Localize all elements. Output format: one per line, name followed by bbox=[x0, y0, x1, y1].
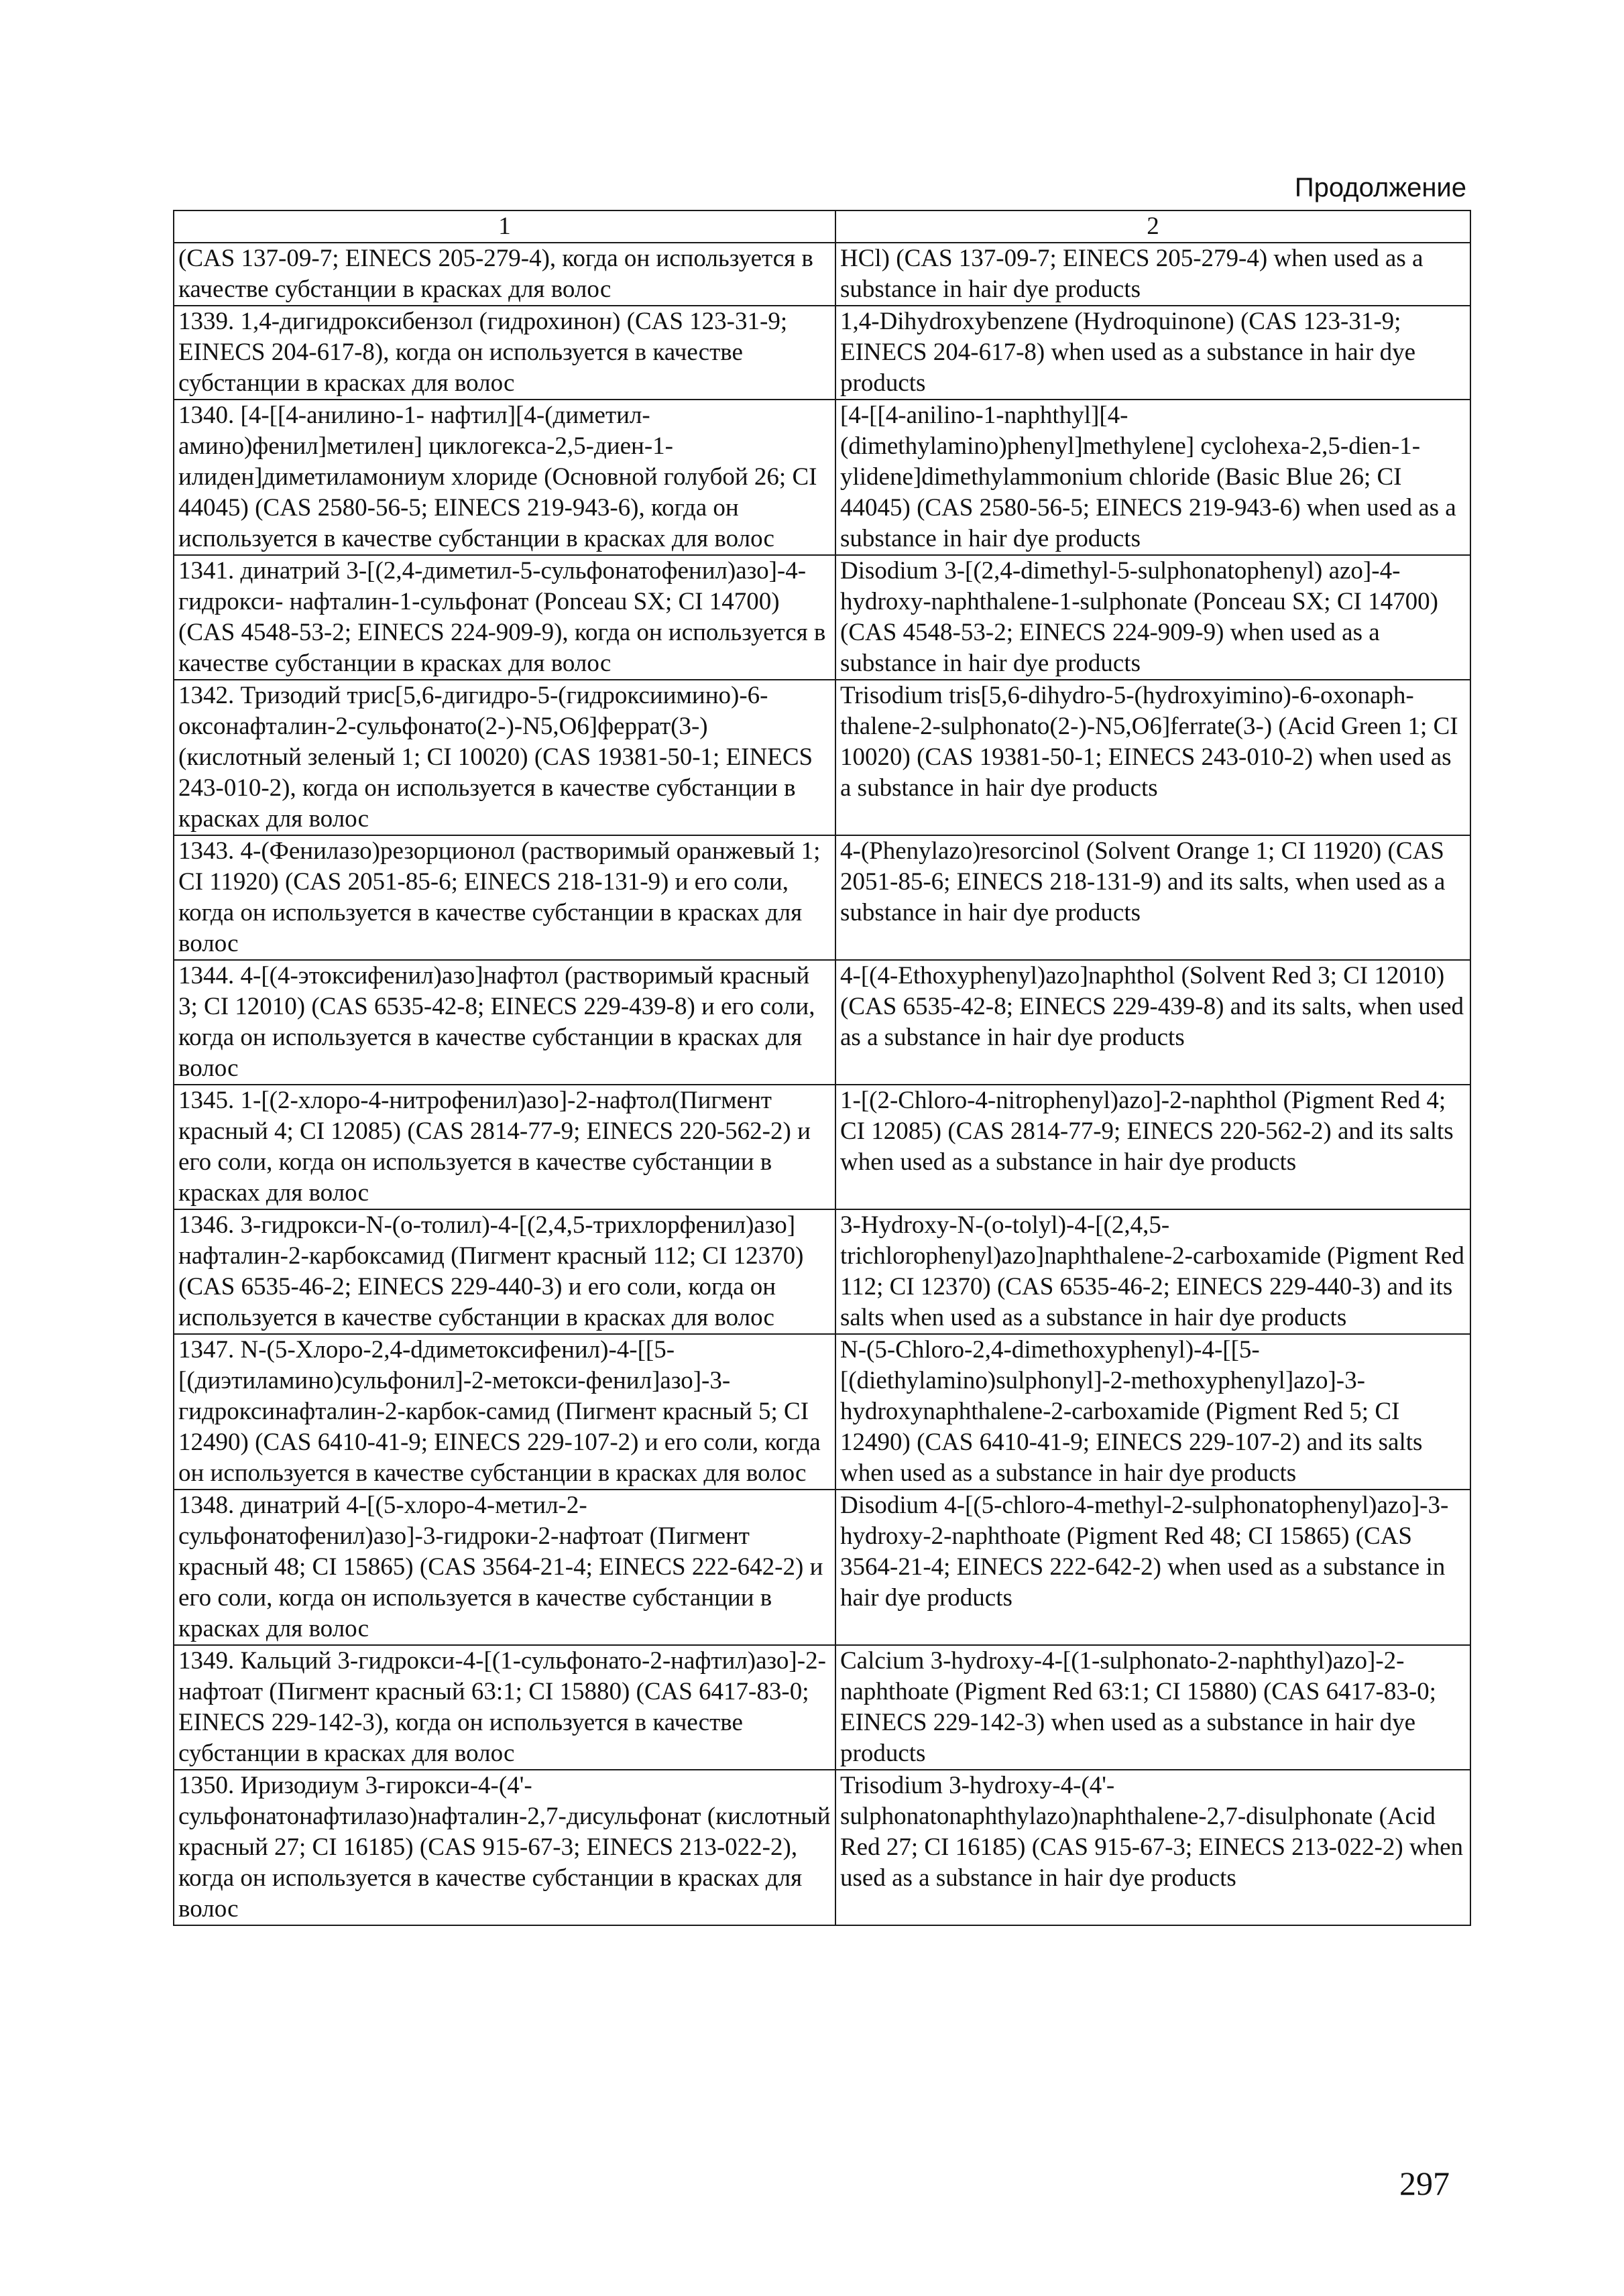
russian-cell: 1348. динатрий 4-[(5-хлоро-4-метил-2-сульфонатофенил)азо]-3-гидроки-2-нафтоат (Пигмент красный 48; CI 15865) (CAS 3564-21-4; EINECS 222-642-2) и его соли, когда он используется в качестве субстанции в красках для волос bbox=[174, 1490, 835, 1645]
english-cell: HCl) (CAS 137-09-7; EINECS 205-279-4) when used as a substance in hair dye products bbox=[835, 243, 1470, 306]
russian-cell: 1346. 3-гидрокси-N-(о-толил)-4-[(2,4,5-трихлорфенил)азо] нафталин-2-карбоксамид (Пигмент красный 112; CI 12370) (CAS 6535-46-2; EINECS 229-440-3) и его соли, когда он используется в качестве субстанции в красках для волос bbox=[174, 1209, 835, 1334]
english-cell: 4-[(4-Ethoxyphenyl)azo]naphthol (Solvent Red 3; CI 12010) (CAS 6535-42-8; EINECS 229-439-8) and its salts, when used as a substance in hair dye products bbox=[835, 960, 1470, 1085]
russian-cell: 1347. N-(5-Хлоро-2,4-dдиметоксифенил)-4-[[5-[(диэтиламино)сульфонил]-2-метокси-фенил]азо]-3-гидроксинафталин-2-карбок-самид (Пигмент красный 5; CI 12490) (CAS 6410-41-9; EINECS 229-107-2) и его соли, когда он используется в качестве субстанции в красках для волос bbox=[174, 1334, 835, 1490]
table-row bbox=[174, 1490, 1470, 1645]
table-row bbox=[174, 1085, 1470, 1209]
russian-cell: 1350. Иризодиум 3-гирокси-4-(4'-сульфонатонафтилазо)нафталин-2,7-дисульфонат (кислотный красный 27; CI 16185) (CAS 915-67-3; EINECS 213-022-2), когда он используется в качестве субстанции в красках для волос bbox=[174, 1770, 835, 1925]
russian-cell: 1342. Тризодий трис[5,6-дигидро-5-(гидроксиимино)-6-оксонафталин-2-сульфонато(2-)-N5,O6]феррат(3-) (кислотный зеленый 1; CI 10020) (CAS 19381-50-1; EINECS 243-010-2), когда он используется в качестве субстанции в красках для волос bbox=[174, 680, 835, 835]
english-cell: Disodium 3-[(2,4-dimethyl-5-sulphonatophenyl) azo]-4-hydroxy-naphthalene-1-sulphonate (Ponceau SX; CI 14700) (CAS 4548-53-2; EINECS 224-909-9) when used as a substance in hair dye products bbox=[835, 555, 1470, 680]
table-row bbox=[174, 1645, 1470, 1770]
table-row bbox=[174, 1209, 1470, 1334]
table-row bbox=[174, 400, 1470, 555]
table-row bbox=[174, 243, 1470, 306]
english-cell: 1-[(2-Chloro-4-nitrophenyl)azo]-2-naphthol (Pigment Red 4; CI 12085) (CAS 2814-77-9; EINECS 220-562-2) and its salts when used as a substance in hair dye products bbox=[835, 1085, 1470, 1209]
english-cell: N-(5-Chloro-2,4-dimethoxyphenyl)-4-[[5-[(diethylamino)sulphonyl]-2-methoxyphenyl]azo]-3-hydroxynaphthalene-2-carboxamide (Pigment Red 5; CI 12490) (CAS 6410-41-9; EINECS 229-107-2) and its salts when used as a substance in hair dye products bbox=[835, 1334, 1470, 1490]
english-cell: 1,4-Dihydroxybenzene (Hydroquinone) (CAS 123-31-9; EINECS 204-617-8) when used as a substance in hair dye products bbox=[835, 306, 1470, 400]
english-cell: Trisodium 3-hydroxy-4-(4'-sulphonatonaphthylazo)naphthalene-2,7-disulphonate (Acid Red 27; CI 16185) (CAS 915-67-3; EINECS 213-022-2) when used as a substance in hair dye products bbox=[835, 1770, 1470, 1925]
table-row bbox=[174, 1334, 1470, 1490]
table-row bbox=[174, 835, 1470, 960]
column-header-2: 2 bbox=[835, 210, 1470, 243]
russian-cell: 1349. Кальций 3-гидрокси-4-[(1-сульфонато-2-нафтил)азо]-2-нафтоат (Пигмент красный 63:1; CI 15880) (CAS 6417-83-0; EINECS 229-142-3), когда он используется в качестве субстанции в красках для волос bbox=[174, 1645, 835, 1770]
english-cell: [4-[[4-anilino-1-naphthyl][4-(dimethylamino)phenyl]methylene] cyclohexa-2,5-dien-1-ylidene]dimethylammonium chloride (Basic Blue 26; CI 44045) (CAS 2580-56-5; EINECS 219-943-6) when used as a substance in hair dye products bbox=[835, 400, 1470, 555]
english-cell: Disodium 4-[(5-chloro-4-methyl-2-sulphonatophenyl)azo]-3-hydroxy-2-naphthoate (Pigment Red 48; CI 15865) (CAS 3564-21-4; EINECS 222-642-2) when used as a substance in hair dye products bbox=[835, 1490, 1470, 1645]
russian-cell: 1345. 1-[(2-хлоро-4-нитрофенил)азо]-2-нафтол(Пигмент красный 4; CI 12085) (CAS 2814-77-9; EINECS 220-562-2) и его соли, когда он используется в качестве субстанции в красках для волос bbox=[174, 1085, 835, 1209]
russian-cell: 1340. [4-[[4-анилино-1- нафтил][4-(диметил-амино)фенил]метилен] циклогекса-2,5-диен-1-илиден]диметиламониум хлориде (Основной голубой 26; CI 44045) (CAS 2580-56-5; EINECS 219-943-6), когда он используется в качестве субстанции в красках для волос bbox=[174, 400, 835, 555]
russian-cell: 1341. динатрий 3-[(2,4-диметил-5-сульфонатофенил)азо]-4-гидрокси- нафталин-1-сульфонат (Ponceau SX; CI 14700) (CAS 4548-53-2; EINECS 224-909-9), когда он используется в качестве субстанции в красках для волос bbox=[174, 555, 835, 680]
english-cell: Calcium 3-hydroxy-4-[(1-sulphonato-2-naphthyl)azo]-2-naphthoate (Pigment Red 63:1; CI 15880) (CAS 6417-83-0; EINECS 229-142-3) when used as a substance in hair dye products bbox=[835, 1645, 1470, 1770]
table-row bbox=[174, 960, 1470, 1085]
english-cell: 3-Hydroxy-N-(o-tolyl)-4-[(2,4,5-trichlorophenyl)azo]naphthalene-2-carboxamide (Pigment Red 112; CI 12370) (CAS 6535-46-2; EINECS 229-440-3) and its salts when used as a substance in hair dye products bbox=[835, 1209, 1470, 1334]
page-number: 297 bbox=[1399, 2165, 1450, 2202]
column-header-1: 1 bbox=[174, 210, 835, 243]
continued-label: Продолжение bbox=[1294, 173, 1466, 202]
table-row bbox=[174, 680, 1470, 835]
table-row bbox=[174, 1770, 1470, 1925]
english-cell: Trisodium tris[5,6-dihydro-5-(hydroxyimino)-6-oxonaph-thalene-2-sulphonato(2-)-N5,O6]ferrate(3-) (Acid Green 1; CI 10020) (CAS 19381-50-1; EINECS 243-010-2) when used as a substance in hair dye products bbox=[835, 680, 1470, 835]
table-row bbox=[174, 555, 1470, 680]
english-cell: 4-(Phenylazo)resorcinol (Solvent Orange 1; CI 11920) (CAS 2051-85-6; EINECS 218-131-9) and its salts, when used as a substance in hair dye products bbox=[835, 835, 1470, 960]
russian-cell: (CAS 137-09-7; EINECS 205-279-4), когда он используется в качестве субстанции в красках для волос bbox=[174, 243, 835, 306]
substances-table bbox=[173, 210, 1471, 1926]
table-header-row bbox=[174, 210, 1470, 243]
russian-cell: 1339. 1,4-дигидроксибензол (гидрохинон) (CAS 123-31-9; EINECS 204-617-8), когда он используется в качестве субстанции в красках для волос bbox=[174, 306, 835, 400]
russian-cell: 1343. 4-(Фенилазо)резорционол (растворимый оранжевый 1; CI 11920) (CAS 2051-85-6; EINECS 218-131-9) и его соли, когда он используется в качестве субстанции в красках для волос bbox=[174, 835, 835, 960]
russian-cell: 1344. 4-[(4-этоксифенил)азо]нафтол (растворимый красный 3; CI 12010) (CAS 6535-42-8; EINECS 229-439-8) и его соли, когда он используется в качестве субстанции в красках для волос bbox=[174, 960, 835, 1085]
table-row bbox=[174, 306, 1470, 400]
